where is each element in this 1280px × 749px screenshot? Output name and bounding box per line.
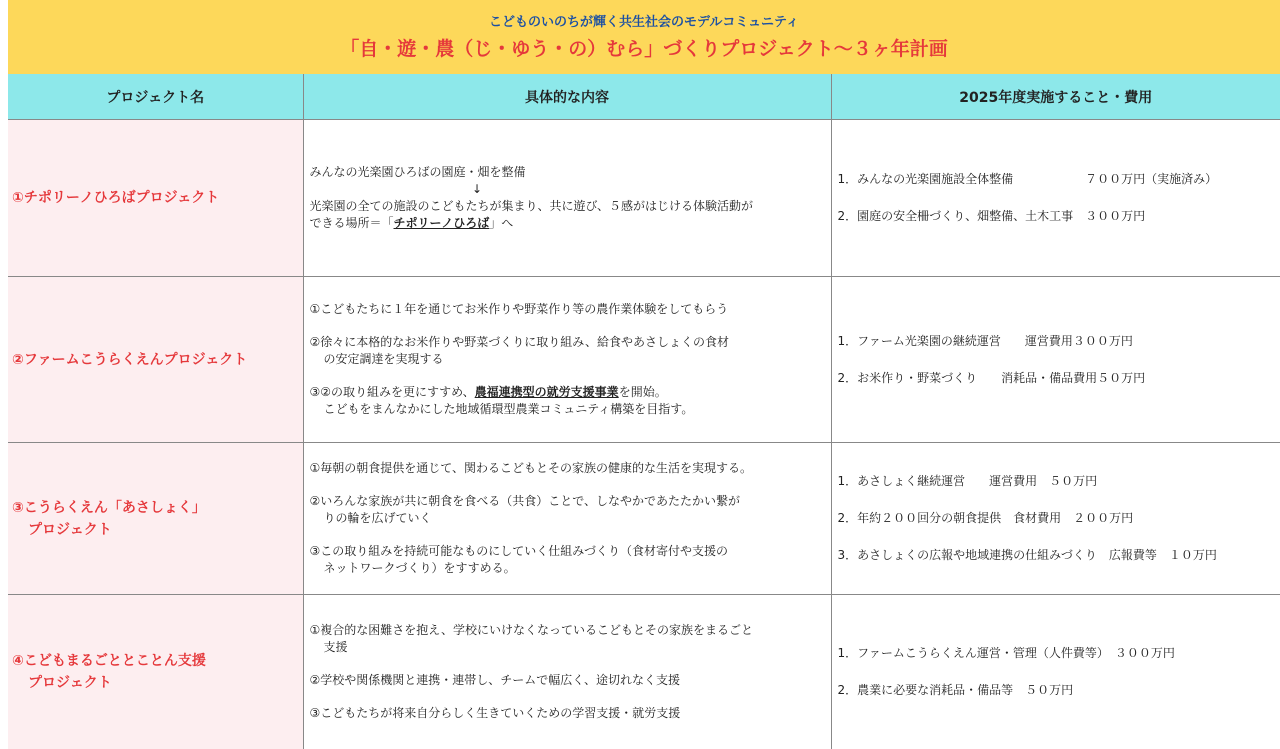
content-line — [310, 215, 825, 232]
content-line: ネットワークづくり）をすすめる。 — [323, 561, 516, 575]
cost-item: 1．みんなの光楽園施設全体整備 ７００万円（実施済み） — [837, 172, 1218, 186]
content-line: ③こどもたちが将来自分らしく生きていくための学習支援・就労支援 — [309, 705, 681, 720]
content-text: 」へ — [489, 216, 514, 230]
project-name: ②ファームこうらくえんプロジェクト — [12, 351, 248, 368]
column-header-cost: 2025年度実施すること・費用 — [831, 74, 1280, 120]
project-name-line2: プロジェクト — [28, 674, 112, 691]
content-line: ①毎朝の朝食提供を通じて、関わるこどもとその家族の健康的な生活を実現する。 — [309, 461, 753, 475]
project-name: ①チポリーノひろばプロジェクト — [12, 190, 220, 206]
content-line: ②いろんな家族が共に朝食を食べる（共食）ことで、しなやかであたたかい繋が — [309, 494, 741, 508]
column-header-content: 具体的な内容 — [303, 74, 831, 120]
cost-item: 1．ファーム光楽園の継続運営 運営費用３００万円 — [837, 333, 1133, 348]
project-name-cell — [8, 595, 303, 749]
table-row — [8, 443, 1280, 595]
project-content-cell — [303, 277, 831, 443]
table-row — [8, 277, 1280, 443]
column-header-name: プロジェクト名 — [8, 74, 303, 120]
cost-item: 2．年約２００回分の朝食提供 食材費用 ２００万円 — [837, 511, 1134, 525]
project-name: ④こどもまるごととことん支援 — [12, 652, 206, 669]
cost-item: 2．農業に必要な消耗品・備品等 ５０万円 — [837, 682, 1074, 697]
cost-item: 3．あさしょくの広報や地域連携の仕組みづくり 広報費等 １０万円 — [837, 548, 1217, 562]
content-text: できる場所＝「 — [309, 216, 394, 230]
cost-item: 1．ファームこうらくえん運営・管理（人件費等） ３００万円 — [837, 645, 1175, 660]
project-name-cell — [8, 443, 303, 595]
project-content-cell — [303, 595, 831, 749]
content-line: こどもをまんなかにした地域循環型農業コミュニティ構築を目指す。 — [323, 402, 694, 416]
page-title: 「自・遊・農（じ・ゆう・の）むら」づくりプロジェクト〜３ヶ年計画 — [340, 38, 948, 60]
project-cost-cell — [831, 120, 1280, 277]
content-line: ②学校や関係機関と連携・連帯し、チームで幅広く、途切れなく支援 — [309, 672, 681, 687]
project-name: ③こうらくえん「あさしょく」 — [12, 499, 206, 516]
content-text: を開始。 — [618, 385, 667, 399]
project-cost-cell — [831, 443, 1280, 595]
highlight-text: 農福連携型の就労支援事業 — [474, 385, 619, 399]
table-header-row — [8, 74, 1280, 120]
project-name-cell — [8, 277, 303, 443]
content-line: の安定調達を実現する — [323, 352, 444, 366]
project-name-cell — [8, 120, 303, 277]
project-cost-cell — [831, 595, 1280, 749]
project-name-line2: プロジェクト — [28, 521, 112, 538]
cost-item: 1．あさしょく継続運営 運営費用 ５０万円 — [837, 474, 1098, 488]
content-line: ①複合的な困難さを抱え、学校にいけなくなっているこどもとその家族をまるごと — [309, 622, 753, 637]
page-header — [8, 0, 1280, 74]
project-cost-cell — [831, 277, 1280, 443]
content-line: 光楽園の全ての施設のこどもたちが集まり、共に遊び、５感がはじける体験活動が — [309, 199, 754, 213]
cost-item: 2．園庭の安全柵づくり、畑整備、土木工事 ３００万円 — [837, 209, 1146, 223]
content-line: 支援 — [323, 639, 348, 654]
project-content-cell — [303, 443, 831, 595]
table-row — [8, 120, 1280, 277]
content-line: みんなの光楽園ひろばの園庭・畑を整備 — [309, 165, 526, 179]
table-row — [8, 595, 1280, 749]
content-text: ③②の取り組みを更にすすめ、 — [309, 385, 475, 399]
content-line: ①こどもたちに１年を通じてお米作りや野菜作り等の農作業体験をしてもらう — [309, 302, 729, 316]
content-line: りの輪を広げていく — [323, 511, 432, 525]
content-line: ③この取り組みを持続可能なものにしていく仕組みづくり（食材寄付や支援の — [309, 544, 729, 558]
content-line: ②徐々に本格的なお米作りや野菜づくりに取り組み、給食やあさしょくの食材 — [309, 335, 729, 349]
project-table — [8, 74, 1280, 749]
down-arrow-icon: ↓ — [471, 182, 483, 196]
cost-item: 2．お米作り・野菜づくり 消耗品・備品費用５０万円 — [837, 370, 1146, 385]
content-line — [310, 384, 825, 401]
project-content-cell — [303, 120, 831, 277]
page-subtitle: こどものいのちが輝く共生社会のモデルコミュニティ — [488, 15, 800, 30]
highlight-text: チポリーノひろば — [393, 216, 490, 230]
